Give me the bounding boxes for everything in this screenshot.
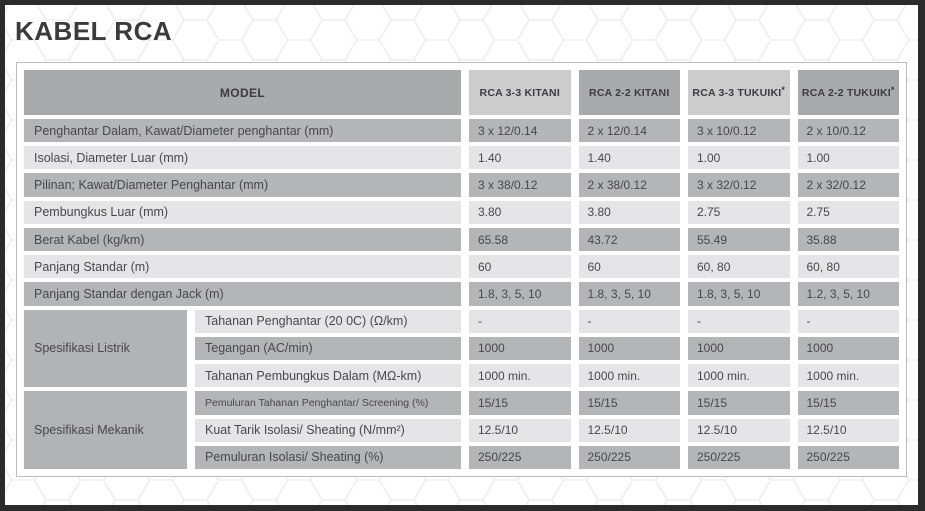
value-cell: 15/15: [579, 391, 681, 414]
value-cell: 2 x 12/0.14: [579, 119, 681, 142]
column-header-rca-3-3-tukuiki: RCA 3-3 TUKUIKI *: [688, 70, 790, 115]
group-label: Spesifikasi Mekanik: [24, 391, 187, 469]
value-cell: 250/225: [579, 446, 681, 469]
value-cell: -: [469, 310, 571, 333]
value-cell: 12.5/10: [579, 419, 681, 442]
value-cell: 35.88: [798, 228, 900, 251]
group-label: Spesifikasi Listrik: [24, 310, 187, 388]
value-cell: 2.75: [688, 201, 790, 224]
value-cell: 3 x 10/0.12: [688, 119, 790, 142]
value-cell: 2 x 10/0.12: [798, 119, 900, 142]
value-cell: 12.5/10: [798, 419, 900, 442]
value-cell: 3.80: [469, 201, 571, 224]
model-header-cell: MODEL: [24, 70, 461, 115]
value-cell: 1.8, 3, 5, 10: [688, 282, 790, 305]
value-cell: 1.8, 3, 5, 10: [579, 282, 681, 305]
column-header-label: RCA 3-3 TUKUIKI: [692, 86, 782, 99]
value-cell: 1.40: [579, 146, 681, 169]
column-header-label: RCA 3-3 KITANI: [479, 86, 560, 99]
row-label: Penghantar Dalam, Kawat/Diameter penghantar (mm): [24, 119, 461, 142]
row-label: Pembungkus Luar (mm): [24, 201, 461, 224]
sub-row-label: Kuat Tarik Isolasi/ Sheating (N/mm²): [195, 419, 461, 442]
value-cell: 1.8, 3, 5, 10: [469, 282, 571, 305]
value-cell: 15/15: [688, 391, 790, 414]
value-cell: 2 x 38/0.12: [579, 173, 681, 196]
spec-table: [24, 70, 899, 469]
value-cell: 43.72: [579, 228, 681, 251]
value-cell: 3 x 38/0.12: [469, 173, 571, 196]
value-cell: 65.58: [469, 228, 571, 251]
column-header-rca-3-3-kitani: [469, 70, 571, 115]
sub-row-label: Tegangan (AC/min): [195, 337, 461, 360]
value-cell: 60: [469, 255, 571, 278]
value-cell: 60, 80: [688, 255, 790, 278]
sub-row-label: Tahanan Pembungkus Dalam (MΩ-km): [195, 364, 461, 387]
page-title: KABEL RCA: [15, 16, 173, 46]
row-label: Panjang Standar dengan Jack (m): [24, 282, 461, 305]
value-cell: 250/225: [688, 446, 790, 469]
value-cell: 12.5/10: [688, 419, 790, 442]
sub-row-label: Tahanan Penghantar (20 0C) (Ω/km): [195, 310, 461, 333]
value-cell: 1000: [469, 337, 571, 360]
sub-row-label: Pemuluran Isolasi/ Sheating (%): [195, 446, 461, 469]
spec-table-panel: [16, 62, 907, 477]
value-cell: 1000: [688, 337, 790, 360]
value-cell: 55.49: [688, 228, 790, 251]
value-cell: 3.80: [579, 201, 681, 224]
value-cell: 1.2, 3, 5, 10: [798, 282, 900, 305]
column-header-rca-2-2-tukuiki: RCA 2-2 TUKUIKI *: [798, 70, 900, 115]
value-cell: 1000: [579, 337, 681, 360]
value-cell: 1000 min.: [798, 364, 900, 387]
value-cell: 3 x 32/0.12: [688, 173, 790, 196]
value-cell: 1000: [798, 337, 900, 360]
value-cell: 1000 min.: [579, 364, 681, 387]
value-cell: 250/225: [798, 446, 900, 469]
value-cell: -: [798, 310, 900, 333]
value-cell: 1.00: [688, 146, 790, 169]
value-cell: 12.5/10: [469, 419, 571, 442]
row-label: Panjang Standar (m): [24, 255, 461, 278]
row-label: Berat Kabel (kg/km): [24, 228, 461, 251]
value-cell: -: [579, 310, 681, 333]
value-cell: 15/15: [798, 391, 900, 414]
value-cell: 15/15: [469, 391, 571, 414]
row-label: Pilinan; Kawat/Diameter Penghantar (mm): [24, 173, 461, 196]
value-cell: 250/225: [469, 446, 571, 469]
value-cell: 3 x 12/0.14: [469, 119, 571, 142]
column-header-rca-2-2-kitani: [579, 70, 681, 115]
value-cell: -: [688, 310, 790, 333]
value-cell: 1.00: [798, 146, 900, 169]
value-cell: 1000 min.: [469, 364, 571, 387]
value-cell: 1000 min.: [688, 364, 790, 387]
value-cell: 2.75: [798, 201, 900, 224]
value-cell: 60, 80: [798, 255, 900, 278]
row-label: Isolasi, Diameter Luar (mm): [24, 146, 461, 169]
column-header-label: RCA 2-2 TUKUIKI: [801, 86, 891, 99]
value-cell: 1.40: [469, 146, 571, 169]
sub-row-label: Pemuluran Tahanan Penghantar/ Screening (%): [195, 391, 461, 414]
column-header-label: RCA 2-2 KITANI: [589, 86, 670, 99]
value-cell: 60: [579, 255, 681, 278]
value-cell: 2 x 32/0.12: [798, 173, 900, 196]
